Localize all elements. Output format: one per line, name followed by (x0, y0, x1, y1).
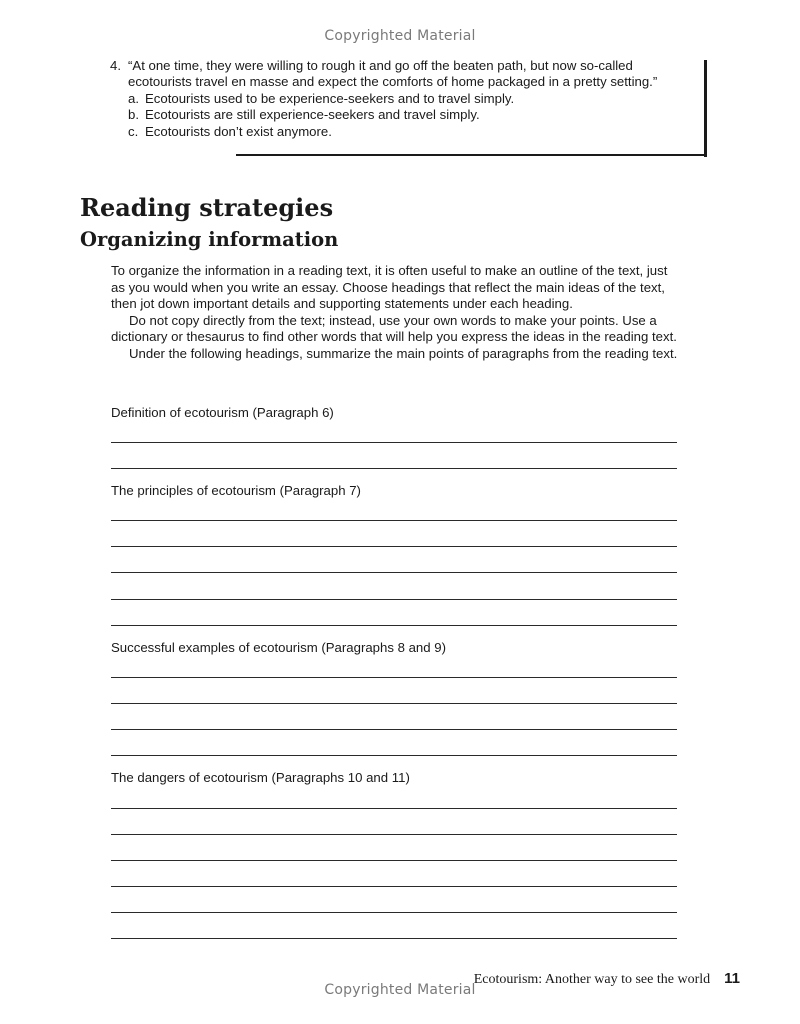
option-c (128, 124, 690, 140)
instruction-paragraph: Under the following headings, summarize the main points of paragraphs from the reading text. (129, 345, 678, 361)
heading-definition: Definition of ecotourism (Paragraph 6) (111, 405, 334, 420)
option-text: Ecotourists don’t exist anymore. (145, 123, 332, 139)
option-b (128, 107, 690, 123)
writing-line[interactable] (111, 599, 677, 600)
instruction-paragraph: To organize the information in a reading text, it is often useful to make an outline of the text, just as you would when you write an essay. Choose headings that reflect the main ideas of the text, then jot down important details and supporting statements under each heading. (111, 263, 668, 311)
question-4 (110, 58, 690, 140)
writing-line[interactable] (111, 755, 677, 756)
heading-examples: Successful examples of ecotourism (Paragraphs 8 and 9) (111, 640, 446, 655)
writing-line[interactable] (111, 912, 677, 913)
copyright-watermark-bottom: Copyrighted Material (324, 982, 476, 998)
box-border-right (704, 60, 707, 157)
writing-line[interactable] (111, 625, 677, 626)
writing-line[interactable] (111, 442, 677, 443)
copyright-watermark-top: Copyrighted Material (324, 28, 476, 44)
writing-line[interactable] (111, 834, 677, 835)
writing-line[interactable] (111, 703, 677, 704)
writing-line[interactable] (111, 729, 677, 730)
section-subtitle: Organizing information (80, 228, 339, 251)
running-title: Ecotourism: Another way to see the world (473, 972, 711, 987)
writing-line[interactable] (111, 520, 677, 521)
writing-line[interactable] (111, 572, 677, 573)
option-letter: a. (128, 90, 139, 106)
heading-principles: The principles of ecotourism (Paragraph 7) (111, 483, 361, 498)
option-a (128, 91, 690, 107)
heading-dangers: The dangers of ecotourism (Paragraphs 10 and 11) (111, 770, 410, 785)
writing-line[interactable] (111, 886, 677, 887)
instruction-paragraph: Do not copy directly from the text; instead, use your own words to make your points. Use a dictionary or thesaurus to find other words that will help you express the ideas in the reading text. (111, 312, 677, 344)
writing-line[interactable] (111, 677, 677, 678)
box-border-bottom (236, 154, 707, 156)
writing-line[interactable] (111, 860, 677, 861)
page-number: 11 (724, 970, 740, 987)
option-text: Ecotourists are still experience-seekers and travel simply. (145, 107, 480, 123)
option-text: Ecotourists used to be experience-seekers and to travel simply. (145, 90, 515, 106)
writing-line[interactable] (111, 546, 677, 547)
instructions (111, 263, 679, 362)
section-title: Reading strategies (80, 193, 334, 222)
writing-line[interactable] (111, 468, 677, 469)
question-number: 4. (110, 58, 121, 73)
writing-line[interactable] (111, 938, 677, 939)
writing-line[interactable] (111, 808, 677, 809)
option-letter: b. (128, 107, 139, 123)
question-stem: “At one time, they were willing to rough it and go off the beaten path, but now so-called ecotourists travel en masse and expect the comforts of home packaged in a pretty setting.” (128, 58, 658, 90)
option-letter: c. (128, 123, 139, 139)
